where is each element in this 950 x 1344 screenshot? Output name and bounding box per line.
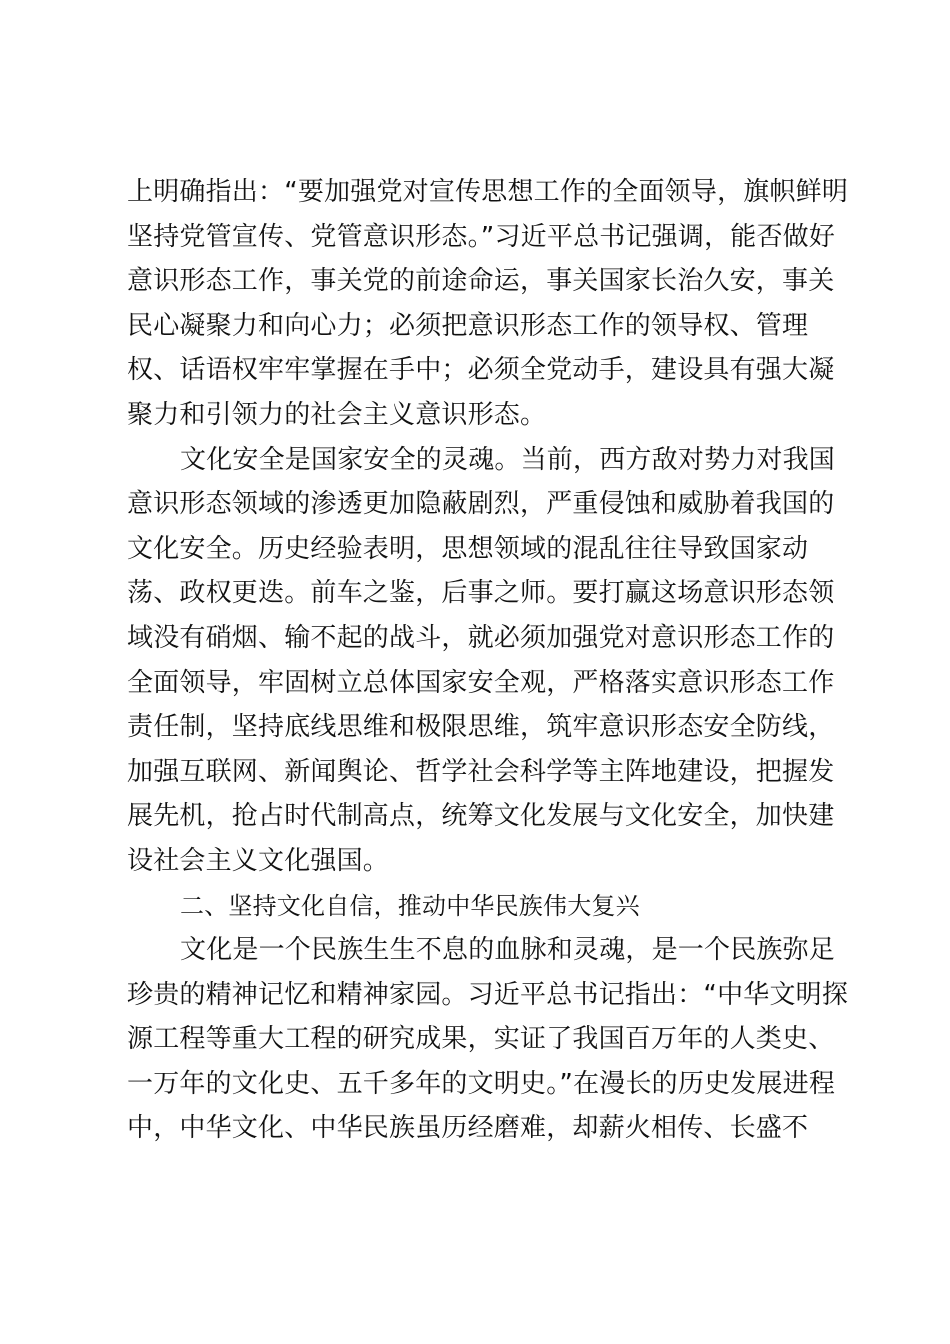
text-line: 中，中华文化、中华民族虽历经磨难，却薪火相传、长盛不 [127, 1113, 809, 1144]
text-line: 民心凝聚力和向心力；必须把意识形态工作的领导权、管理 [127, 310, 809, 341]
body-text [127, 170, 849, 1151]
text-line: 意识形态工作，事关党的前途命运，事关国家长治久安，事关 [127, 266, 835, 297]
text-line: 全面领导，牢固树立总体国家安全观，严格落实意识形态工作 [127, 667, 835, 698]
text-line: 权、话语权牢牢掌握在手中；必须全党动手，建设具有强大凝 [127, 355, 835, 386]
text-line: 域没有硝烟、输不起的战斗，就必须加强党对意识形态工作的 [127, 622, 835, 653]
text-line: 展先机，抢占时代制高点，统筹文化发展与文化安全，加快建 [127, 801, 835, 832]
paragraph-start-line: 文化安全是国家安全的灵魂。当前，西方敌对势力对我国 [180, 444, 836, 475]
text-line: 设社会主义文化强国。 [127, 845, 390, 876]
text-line: 意识形态领域的渗透更加隐蔽剧烈，严重侵蚀和威胁着我国的 [127, 489, 835, 520]
text-line: 一万年的文化史、五千多年的文明史。”在漫长的历史发展进程 [127, 1068, 836, 1099]
text-line: 珍贵的精神记忆和精神家园。习近平总书记指出：“中华文明探 [127, 979, 849, 1010]
text-line: 上明确指出：“要加强党对宣传思想工作的全面领导，旗帜鲜明 [127, 177, 849, 207]
text-line: 荡、政权更迭。前车之鉴，后事之师。要打赢这场意识形态领 [127, 578, 835, 609]
section-heading: 二、坚持文化自信，推动中华民族伟大复兴 [180, 891, 640, 920]
text-line: 加强互联网、新闻舆论、哲学社会科学等主阵地建设，把握发 [127, 756, 835, 787]
text-line: 文化安全。历史经验表明，思想领域的混乱往往导致国家动 [127, 533, 809, 564]
paragraph-start-line: 文化是一个民族生生不息的血脉和灵魂，是一个民族弥足 [180, 935, 836, 966]
text-line: 坚持党管宣传、党管意识形态。”习近平总书记强调，能否做好 [127, 221, 836, 252]
text-line: 责任制，坚持底线思维和极限思维，筑牢意识形态安全防线， [127, 712, 835, 743]
text-line: 源工程等重大工程的研究成果，实证了我国百万年的人类史、 [127, 1024, 835, 1055]
text-line: 聚力和引领力的社会主义意识形态。 [127, 399, 547, 430]
